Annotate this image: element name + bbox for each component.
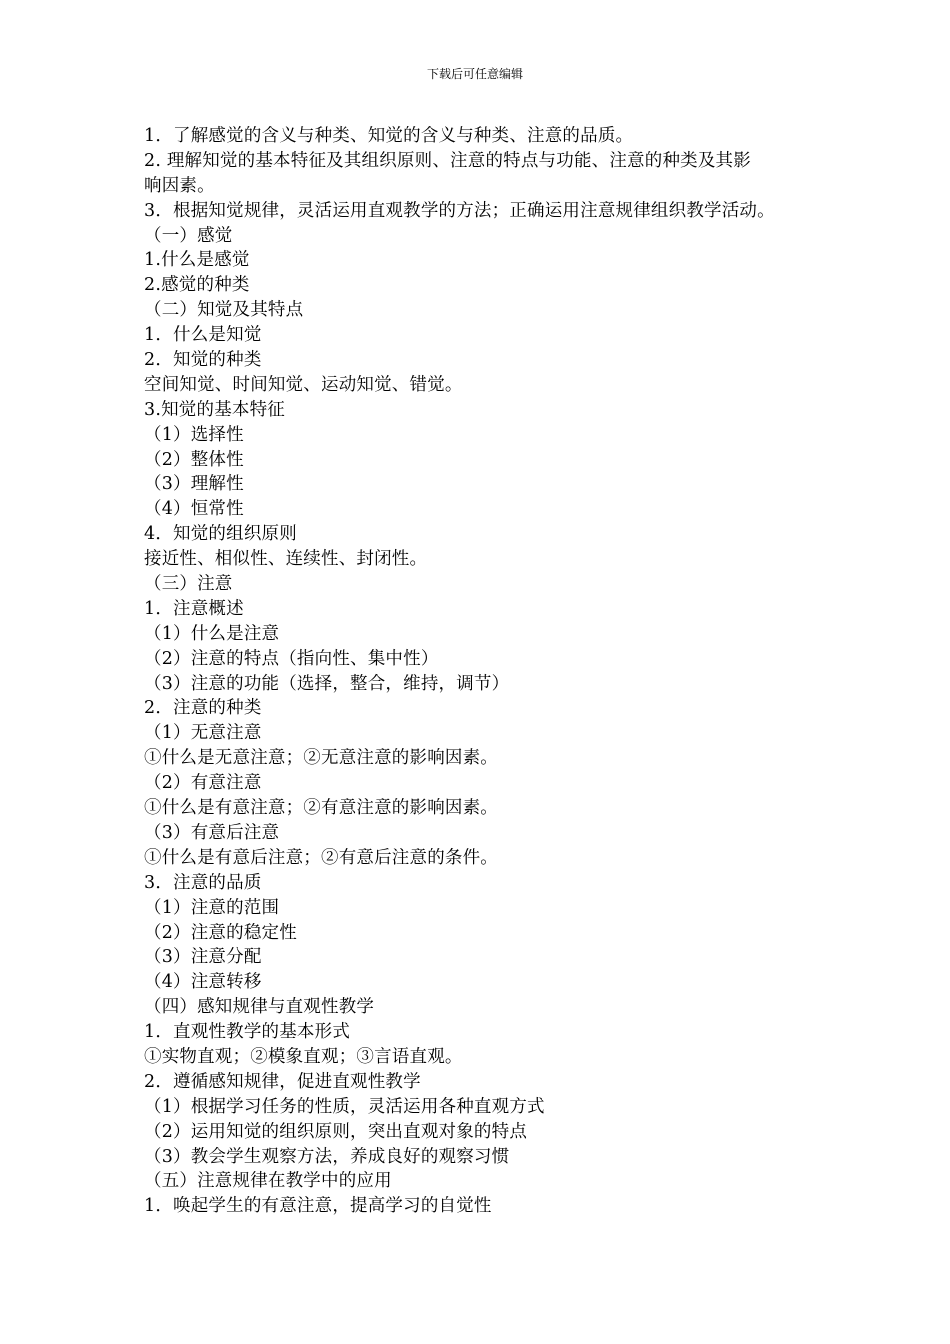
section-heading: （一）感觉 xyxy=(144,225,233,246)
section-heading: （三）注意 xyxy=(144,574,233,595)
text-line: （2）运用知觉的组织原则，突出直观对象的特点 xyxy=(144,1121,528,1142)
text-line: （4）恒常性 xyxy=(144,499,244,520)
text-line: 1．直观性教学的基本形式 xyxy=(144,1022,351,1043)
text-line: （1）根据学习任务的性质，灵活运用各种直观方式 xyxy=(144,1096,545,1117)
text-line: （2）有意注意 xyxy=(144,773,262,794)
text-line: ①实物直观；②模象直观；③言语直观。 xyxy=(144,1046,463,1067)
text-line: 接近性、相似性、连续性、封闭性。 xyxy=(144,549,428,570)
text-line: 响因素。 xyxy=(144,175,215,196)
text-line: ①什么是无意注意；②无意注意的影响因素。 xyxy=(144,748,498,769)
text-line: （3）教会学生观察方法，养成良好的观察习惯 xyxy=(144,1146,510,1167)
text-line: （3）理解性 xyxy=(144,474,244,495)
page-header-note: 下载后可任意编辑 xyxy=(426,67,523,81)
text-line: （1）注意的范围 xyxy=(144,897,280,918)
document-body xyxy=(144,124,824,1219)
text-line: （3）注意的功能（选择，整合，维持，调节） xyxy=(144,673,510,694)
text-line: （1）选择性 xyxy=(144,424,244,445)
text-line: 3．根据知觉规律，灵活运用直观教学的方法；正确运用注意规律组织教学活动。 xyxy=(144,200,775,221)
text-line: 1．唤起学生的有意注意，提高学习的自觉性 xyxy=(144,1196,492,1217)
text-line: （3）注意分配 xyxy=(144,947,262,968)
text-line: （1）什么是注意 xyxy=(144,623,280,644)
text-line: 1．了解感觉的含义与种类、知觉的含义与种类、注意的品质。 xyxy=(144,126,634,146)
text-line: （4）注意转移 xyxy=(144,972,262,993)
text-line: （3）有意后注意 xyxy=(144,822,280,843)
text-line: 1.什么是感觉 xyxy=(144,250,250,271)
text-line: 1．注意概述 xyxy=(144,598,244,619)
text-line: 1．什么是知觉 xyxy=(144,325,262,346)
text-line: ①什么是有意注意；②有意注意的影响因素。 xyxy=(144,798,498,819)
text-line: 3．注意的品质 xyxy=(144,872,262,893)
text-line: 2．遵循感知规律，促进直观性教学 xyxy=(144,1071,421,1092)
text-line: （2）注意的稳定性 xyxy=(144,922,297,943)
text-line: 2.感觉的种类 xyxy=(144,275,250,296)
text-line: （2）注意的特点（指向性、集中性） xyxy=(144,648,439,669)
text-line: 2．注意的种类 xyxy=(144,698,262,719)
text-line: 空间知觉、时间知觉、运动知觉、错觉。 xyxy=(144,374,463,395)
text-line: 2．知觉的种类 xyxy=(144,350,262,371)
section-heading: （四）感知规律与直观性教学 xyxy=(144,997,375,1018)
text-line: ①什么是有意后注意；②有意后注意的条件。 xyxy=(144,847,498,868)
section-heading: （五）注意规律在教学中的应用 xyxy=(144,1171,392,1192)
text-line: 3.知觉的基本特征 xyxy=(144,399,285,420)
text-line: 2. 理解知觉的基本特征及其组织原则、注意的特点与功能、注意的种类及其影 xyxy=(144,150,751,171)
text-line: （1）无意注意 xyxy=(144,723,262,744)
section-heading: （二）知觉及其特点 xyxy=(144,300,304,321)
text-line: （2）整体性 xyxy=(144,449,244,470)
text-line: 4．知觉的组织原则 xyxy=(144,524,297,545)
